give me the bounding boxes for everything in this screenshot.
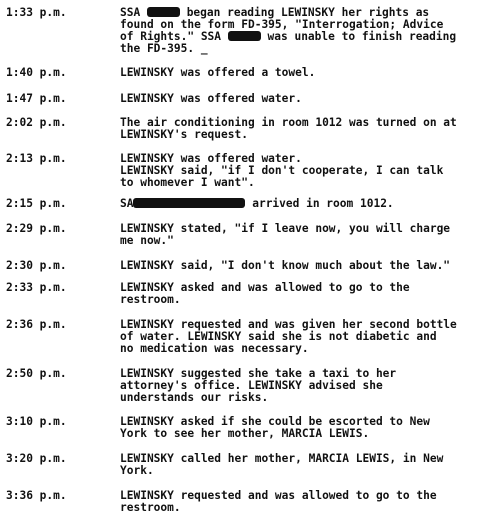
entry-time: 1:33 p.m. xyxy=(6,6,67,19)
entry-line: LEWINSKY asked and was allowed to go to the xyxy=(120,281,410,294)
redaction-bar xyxy=(133,198,245,208)
entry-time: 2:36 p.m. xyxy=(6,318,67,331)
entry-line: restroom. xyxy=(120,293,181,306)
entry-line: LEWINSKY called her mother, MARCIA LEWIS, in New xyxy=(120,452,444,465)
entry-text xyxy=(120,153,493,189)
entry-line: LEWINSKY requested and was given her second bottle xyxy=(120,318,457,331)
entry-line: to whomever I want". xyxy=(120,176,255,189)
entry-time: 2:30 p.m. xyxy=(6,259,67,272)
entry-time: 1:47 p.m. xyxy=(6,92,67,105)
entry-line: LEWINSKY's request. xyxy=(120,128,248,141)
entry-text xyxy=(120,198,493,210)
entry-line: LEWINSKY said, "I don't know much about the law." xyxy=(120,259,451,272)
entry-line: LEWINSKY was offered water. xyxy=(120,92,302,105)
entry-time: 2:02 p.m. xyxy=(6,116,67,129)
entry-line: The air conditioning in room 1012 was turned on at xyxy=(120,116,457,129)
entry-time: 2:13 p.m. xyxy=(6,152,67,165)
entry-time: 1:40 p.m. xyxy=(6,66,67,79)
entry-text xyxy=(120,319,493,355)
entry-line: found on the form FD-395, "Interrogation; Advice xyxy=(120,18,444,31)
entry-text xyxy=(120,93,493,105)
entry-line: SA arrived in room 1012. xyxy=(120,197,394,210)
entry-line: LEWINSKY suggested she take a taxi to her xyxy=(120,367,397,380)
entry-text xyxy=(120,282,493,306)
entry-line: me now." xyxy=(120,234,174,247)
entry-line: no medication was necessary. xyxy=(120,342,309,355)
entry-line: the FD-395. _ xyxy=(120,42,208,55)
entry-line: LEWINSKY requested and was allowed to go to the xyxy=(120,489,437,502)
entry-text xyxy=(120,7,493,55)
redaction-bar xyxy=(147,7,180,17)
entry-text xyxy=(120,67,493,79)
entry-line: LEWINSKY stated, "if I leave now, you will charge xyxy=(120,222,451,235)
entry-text xyxy=(120,368,493,404)
entry-line: LEWINSKY was offered water. xyxy=(120,152,302,165)
entry-time: 3:10 p.m. xyxy=(6,415,67,428)
redaction-bar xyxy=(228,31,261,41)
entry-text xyxy=(120,416,493,440)
entry-time: 2:50 p.m. xyxy=(6,367,67,380)
entry-line: York. xyxy=(120,464,154,477)
entry-text xyxy=(120,223,493,247)
entry-line: SSA began reading LEWINSKY her rights as xyxy=(120,6,430,19)
entry-time: 3:36 p.m. xyxy=(6,489,67,502)
entry-text xyxy=(120,117,493,141)
entry-text xyxy=(120,490,493,514)
entry-time: 2:33 p.m. xyxy=(6,281,67,294)
entry-line: York to see her mother, MARCIA LEWIS. xyxy=(120,427,370,440)
entry-line: restroom. xyxy=(120,501,181,514)
entry-text xyxy=(120,260,493,272)
entry-time: 2:15 p.m. xyxy=(6,197,67,210)
entry-text xyxy=(120,453,493,477)
entry-line: LEWINSKY asked if she could be escorted to New xyxy=(120,415,430,428)
entry-line: LEWINSKY said, "if I don't cooperate, I can talk xyxy=(120,164,444,177)
entry-line: understands our risks. xyxy=(120,391,269,404)
entry-line: attorney's office. LEWINSKY advised she xyxy=(120,379,383,392)
entry-time: 2:29 p.m. xyxy=(6,222,67,235)
entry-line: LEWINSKY was offered a towel. xyxy=(120,66,316,79)
entry-line: of Rights." SSA was unable to finish reading xyxy=(120,30,457,43)
entry-time: 3:20 p.m. xyxy=(6,452,67,465)
entry-line: of water. LEWINSKY said she is not diabetic and xyxy=(120,330,437,343)
